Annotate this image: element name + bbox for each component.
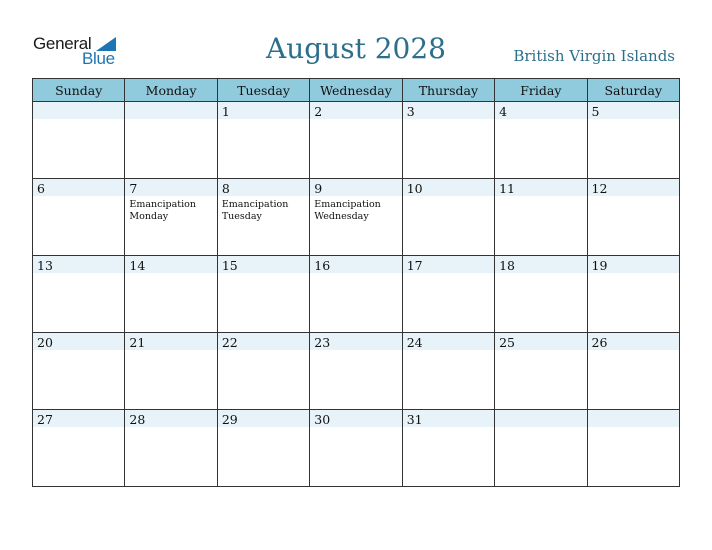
week-row <box>33 179 680 256</box>
day-header-band <box>310 179 401 196</box>
weekday-header: Saturday <box>587 79 679 102</box>
day-number: 24 <box>406 335 423 350</box>
weekday-header-row <box>33 79 680 102</box>
day-number: 13 <box>37 258 53 273</box>
day-cell <box>125 102 217 179</box>
day-cell <box>402 333 494 410</box>
day-number: 4 <box>499 104 508 119</box>
day-header-band <box>33 179 124 196</box>
calendar-grid <box>32 78 680 487</box>
day-number: 2 <box>314 104 323 119</box>
day-cell <box>402 102 494 179</box>
day-number: 19 <box>591 258 608 273</box>
day-cell <box>33 256 125 333</box>
day-number: 15 <box>221 258 238 273</box>
week-row <box>33 256 680 333</box>
day-number: 17 <box>406 258 423 273</box>
day-cell <box>310 410 402 487</box>
day-header-band <box>218 102 309 119</box>
day-header-band <box>588 410 679 427</box>
day-number: 23 <box>314 335 331 350</box>
day-cell <box>217 179 309 256</box>
day-cell <box>33 410 125 487</box>
day-cell <box>587 179 679 256</box>
day-cell <box>33 102 125 179</box>
week-row <box>33 333 680 410</box>
day-header-band <box>125 102 216 119</box>
day-number: 25 <box>499 335 516 350</box>
day-cell <box>402 410 494 487</box>
weekday-header: Friday <box>495 79 587 102</box>
day-cell <box>402 256 494 333</box>
day-cell <box>310 333 402 410</box>
day-cell <box>495 102 587 179</box>
day-number: 14 <box>129 258 146 273</box>
holiday-label: Emancipation Monday <box>129 199 196 222</box>
logo-text-general: General <box>33 34 92 53</box>
weekday-header: Wednesday <box>310 79 402 102</box>
day-header-band <box>588 102 679 119</box>
logo-text-blue: Blue <box>82 49 115 68</box>
day-header-band <box>218 179 309 196</box>
day-number: 3 <box>406 104 415 119</box>
day-number: 5 <box>591 104 600 119</box>
day-cell <box>310 256 402 333</box>
day-header-band <box>125 179 216 196</box>
day-cell <box>125 179 217 256</box>
day-cell <box>125 256 217 333</box>
day-cell <box>125 410 217 487</box>
day-header-band <box>33 102 124 119</box>
weekday-header: Monday <box>125 79 217 102</box>
day-cell <box>217 256 309 333</box>
region-label: British Virgin Islands <box>513 47 675 65</box>
day-number: 31 <box>406 412 423 427</box>
day-number: 29 <box>221 412 238 427</box>
day-number: 20 <box>37 335 53 350</box>
week-row <box>33 410 680 487</box>
day-number: 12 <box>591 181 608 196</box>
day-cell <box>310 102 402 179</box>
day-cell <box>495 333 587 410</box>
day-number: 26 <box>591 335 608 350</box>
day-cell <box>495 410 587 487</box>
day-number: 30 <box>314 412 331 427</box>
day-cell <box>33 333 125 410</box>
day-cell <box>587 410 679 487</box>
day-number: 10 <box>406 181 423 196</box>
week-row <box>33 102 680 179</box>
day-cell <box>587 256 679 333</box>
day-cell <box>217 410 309 487</box>
day-header-band <box>495 410 586 427</box>
calendar-title: August 2028 <box>266 32 446 65</box>
day-header-band <box>403 102 494 119</box>
day-number: 21 <box>129 335 146 350</box>
holiday-label: Emancipation Wednesday <box>314 199 381 222</box>
day-cell <box>217 102 309 179</box>
day-number: 27 <box>37 412 53 427</box>
day-number: 7 <box>129 181 138 196</box>
calendar-body <box>33 102 680 487</box>
day-number: 1 <box>221 104 230 119</box>
day-cell <box>33 179 125 256</box>
day-cell <box>125 333 217 410</box>
day-cell <box>495 256 587 333</box>
day-number: 22 <box>221 335 238 350</box>
day-cell <box>310 179 402 256</box>
day-number: 16 <box>314 258 331 273</box>
day-cell <box>495 179 587 256</box>
day-cell <box>402 179 494 256</box>
day-cell <box>217 333 309 410</box>
day-cell <box>587 102 679 179</box>
holiday-label: Emancipation Tuesday <box>221 199 289 222</box>
day-number: 18 <box>499 258 516 273</box>
day-number: 11 <box>499 181 516 196</box>
day-number: 9 <box>314 181 323 196</box>
day-number: 6 <box>37 181 45 196</box>
day-number: 8 <box>221 181 230 196</box>
day-header-band <box>495 102 586 119</box>
day-cell <box>587 333 679 410</box>
weekday-header: Sunday <box>33 79 125 102</box>
weekday-header: Tuesday <box>217 79 309 102</box>
day-header-band <box>310 102 401 119</box>
day-number: 28 <box>129 412 146 427</box>
weekday-header: Thursday <box>402 79 494 102</box>
